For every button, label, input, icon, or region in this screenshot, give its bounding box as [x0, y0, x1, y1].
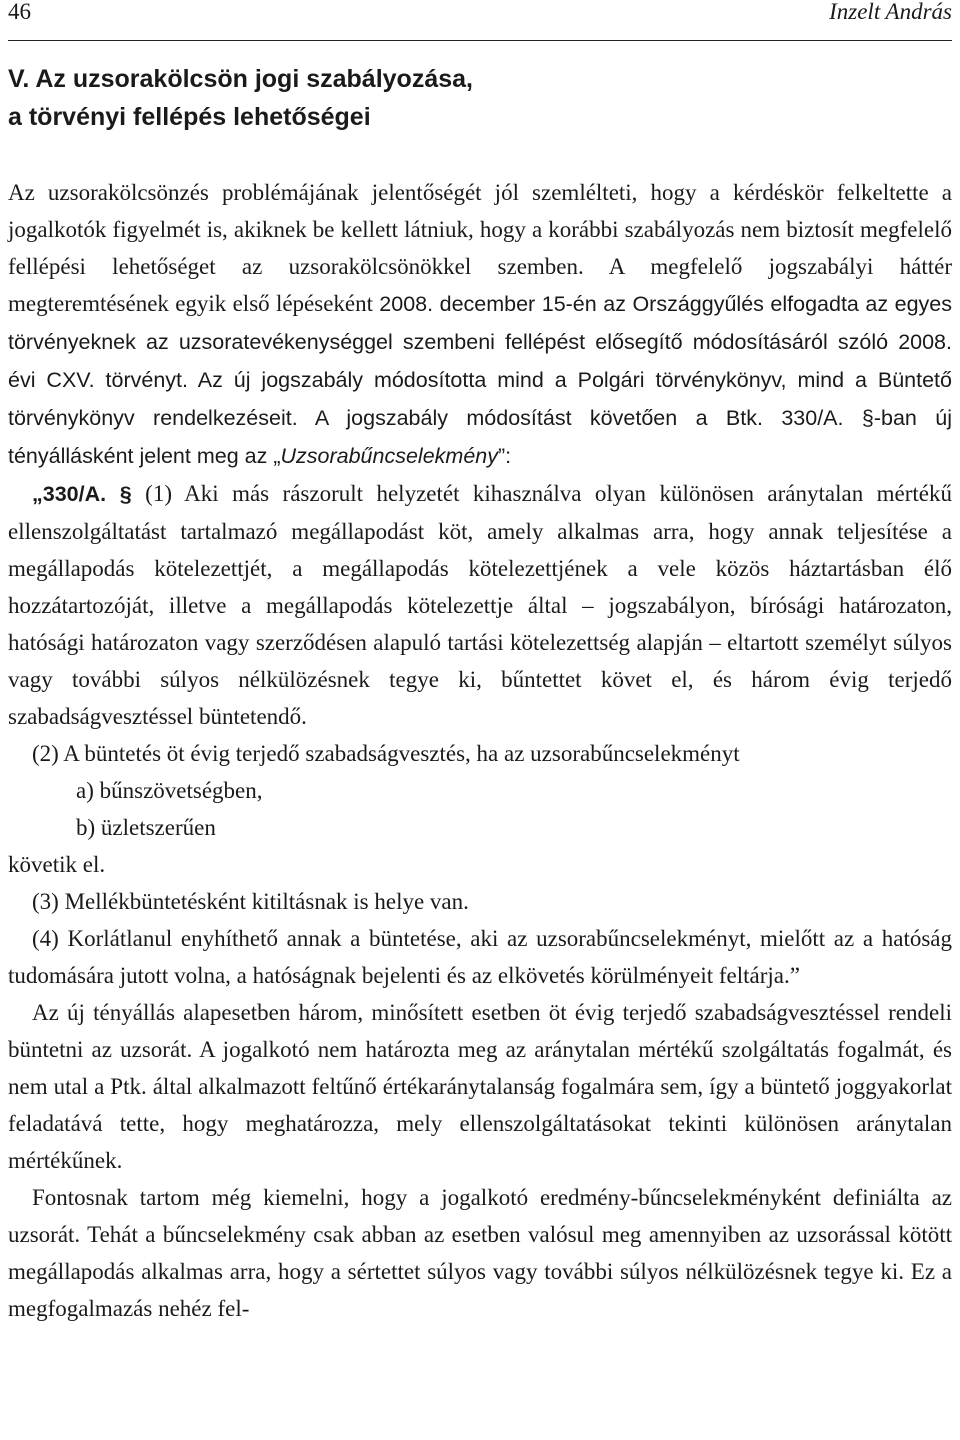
- law-paragraph-4: (4) Korlátlanul enyhíthető annak a büntetése, aki az uzsorabűncselekményt, mielőtt az a hatóság tudomására jutott volna, a hatóságnak bejelenti és az elkövetés körülményeit feltárja.”: [8, 926, 952, 988]
- analysis-paragraph-2: Fontosnak tartom még kiemelni, hogy a jogalkotó eredmény-bűncselekményként definiálta az uzsorát. Tehát a bűncselekmény csak abban az esetben valósul meg amennyiben az uzsorással kötött megállapodás alkalmas arra, hogy a sértettet súlyos vagy további súlyos nélkülözésnek tegye ki. Ez a megfogalmazás nehéz fel-: [8, 1185, 952, 1321]
- body-text: [8, 174, 952, 1327]
- section-title-line-1: V. Az uzsorakölcsön jogi szabályozása,: [8, 65, 473, 93]
- intro-sans-text: 2008. december 15-én az Országgyűlés elfogadta az egyes törvényeknek az uzsoratevékenységgel szembeni fellépést elősegítő módosításáról szóló 2008. évi CXV. törvényt. Az új jogszabály módosította mind a Polgári törvénykönyv, mind a Büntető törvénykönyv rendelkezéseit. A jogszabály módosítást követően a Btk. 330/A. §-ban új tényállásként jelent meg az: [8, 292, 952, 468]
- law-paragraph-1: [8, 475, 952, 735]
- intro-serif-text: Az uzsorakölcsönzés problémájának jelentőségét jól szemlélteti, hogy a kérdéskör felkeltette a jogalkotók figyelmét is, akiknek be kellett látniuk, hogy a korábbi szabályozás nem biztosít megfelelő fellépési lehetőséget az uzsorakölcsönökkel szemben. A megfelelő jogszabályi háttér megteremtésének egyik első lépéseként: [8, 180, 952, 316]
- section-title: [8, 60, 948, 136]
- law-point-a: a) bűnszövetségben,: [76, 778, 263, 803]
- law-paragraph-1-text: (1) Aki más rászorult helyzetét kihasználva olyan különösen aránytalan mértékű ellenszolgáltatást tartalmazó megállapodást köt, amely alkalmas arra, hogy annak teljesítése a megállapodás kötelezettjét, a megállapodás kötelezettjének a vele közös háztartásban élő hozzátartozóját, illetve a megállapodás kötelezettje által – jogszabályon, bírósági határozaton, hatósági határozaton vagy szerződésen alapuló tartási kötelezettség alapján – eltartott személyt súlyos vagy további súlyos nélkülözésnek tegye ki, bűntettet követ el, és három évig terjedő szabadságvesztéssel büntetendő.: [8, 481, 952, 729]
- law-paragraph-3: (3) Mellékbüntetésként kitiltásnak is helye van.: [32, 889, 469, 914]
- law-section-number: „330/A. §: [32, 482, 132, 506]
- analysis-paragraph-1: Az új tényállás alapesetben három, minősített esetben öt évig terjedő szabadságvesztéssel rendeli büntetni az uzsorát. A jogalkotó nem határozta meg az aránytalan mértékű szolgáltatás fogalmát, és nem utal a Ptk. által alkalmazott feltűnő értékaránytalanság fogalmára sem, így a büntető joggyakorlat feladatává tette, hogy meghatározza, mely ellenszolgáltatásokat tekinti különösen aránytalan mértékűnek.: [8, 1000, 952, 1173]
- running-header: [8, 0, 952, 41]
- running-author: Inzelt András: [829, 0, 952, 24]
- intro-paragraph: [8, 174, 952, 475]
- page-number: 46: [8, 0, 31, 24]
- section-title-line-2: a törvényi fellépés lehetőségei: [8, 103, 371, 131]
- law-paragraph-2-end: követik el.: [8, 852, 106, 877]
- law-paragraph-2: (2) A büntetés öt évig terjedő szabadságvesztés, ha az uzsorabűncselekményt: [32, 741, 740, 766]
- quote-open: „: [273, 444, 281, 468]
- law-point-b: b) üzletszerűen: [76, 815, 216, 840]
- offence-name: Uzsorabűncselekmény: [280, 444, 498, 468]
- quote-close: ”:: [498, 444, 512, 468]
